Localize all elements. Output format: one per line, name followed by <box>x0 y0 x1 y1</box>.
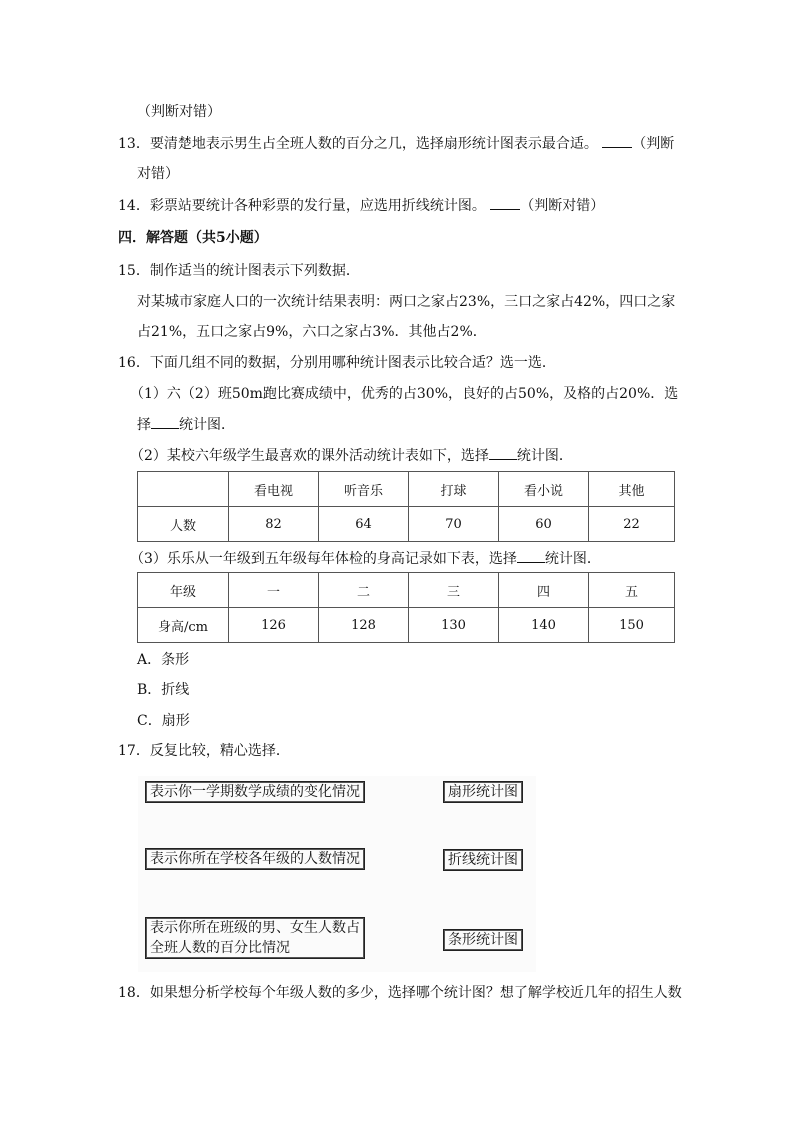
option-b[interactable]: B．折线 <box>137 682 190 698</box>
table-cell: 身高/cm <box>138 608 229 643</box>
match-right-2[interactable]: 折线统计图 <box>443 849 523 871</box>
q16-p2-post: 统计图． <box>516 448 573 464</box>
table-cell: 一 <box>229 573 319 608</box>
table-cell: 150 <box>589 608 675 643</box>
table-row <box>138 472 675 507</box>
match-left-3-line2: 全班人数的百分比情况 <box>150 940 290 956</box>
q18: 18．如果想分析学校每个年级人数的多少，选择哪个统计图？想了解学校近几年的招生人数 <box>118 985 682 1001</box>
table-cell: 128 <box>319 608 409 643</box>
table-cell: 看电视 <box>229 472 319 507</box>
table-cell: 126 <box>229 608 319 643</box>
match-left-1[interactable]: 表示你一学期数学成绩的变化情况 <box>145 781 365 803</box>
table-cell: 听音乐 <box>319 472 409 507</box>
table-cell: 60 <box>499 507 589 542</box>
q16-p1-line1: （1）六（2）班50m跑比赛成绩中，优秀的占30%，良好的占50%，及格的占20%．选 <box>130 386 679 402</box>
q16-p3-pre: （3）乐乐从一年级到五年级每年体检的身高记录如下表，选择 <box>130 551 517 567</box>
table-cell: 64 <box>319 507 409 542</box>
q14-answer-blank[interactable] <box>490 195 520 210</box>
table-cell <box>138 472 229 507</box>
match-right-1[interactable]: 扇形统计图 <box>443 781 523 803</box>
q14-suffix: （判断对错） <box>520 198 605 214</box>
q12-tail: （判断对错） <box>137 104 221 120</box>
table-cell: 82 <box>229 507 319 542</box>
table-row <box>138 608 675 643</box>
table-cell: 看小说 <box>499 472 589 507</box>
q15-line2: 占21%，五口之家占9%，六口之家占3%．其他占2%． <box>137 324 487 340</box>
q16-title: 16．下面几组不同的数据，分别用哪种统计图表示比较合适？选一选． <box>118 355 556 371</box>
q16-p1-answer-blank[interactable] <box>151 414 179 429</box>
table-cell: 22 <box>589 507 675 542</box>
q13-answer-blank[interactable] <box>602 133 632 148</box>
q14-text: 14．彩票站要统计各种彩票的发行量，应选用折线统计图。 <box>118 198 486 214</box>
height-table <box>137 572 675 643</box>
q14 <box>118 195 604 216</box>
table-cell: 70 <box>409 507 499 542</box>
q13-suffix: （判断 <box>632 136 675 152</box>
q13-line1 <box>118 133 674 154</box>
q17-title: 17．反复比较，精心选择． <box>118 743 290 759</box>
q16-p2 <box>130 445 573 466</box>
table-cell: 人数 <box>138 507 229 542</box>
q16-p3-post: 统计图． <box>544 551 601 567</box>
match-left-2[interactable]: 表示你所在学校各年级的人数情况 <box>145 848 365 870</box>
table-cell: 130 <box>409 608 499 643</box>
q16-p2-pre: （2）某校六年级学生最喜欢的课外活动统计表如下，选择 <box>130 448 489 464</box>
match-left-3-line1: 表示你所在班级的男、女生人数占 <box>150 920 360 936</box>
table-row <box>138 507 675 542</box>
table-cell: 三 <box>409 573 499 608</box>
q16-p3-answer-blank[interactable] <box>517 548 545 563</box>
table-cell: 五 <box>589 573 675 608</box>
option-a[interactable]: A．条形 <box>137 652 190 668</box>
table-cell: 四 <box>499 573 589 608</box>
q16-p1-post: 统计图． <box>179 417 235 433</box>
q15-line1: 对某城市家庭人口的一次统计结果表明：两口之家占23%，三口之家占42%，四口之家 <box>137 294 676 310</box>
option-c[interactable]: C．扇形 <box>137 713 190 729</box>
table-cell: 二 <box>319 573 409 608</box>
section-heading: 四．解答题（共5小题） <box>118 230 268 246</box>
q16-p1-pre: 择 <box>137 417 151 433</box>
table-cell: 140 <box>499 608 589 643</box>
q16-p1-line2 <box>137 414 235 435</box>
q16-p2-answer-blank[interactable] <box>489 445 517 460</box>
table-cell: 打球 <box>409 472 499 507</box>
activity-table <box>137 471 675 542</box>
q16-p3 <box>130 548 601 569</box>
table-cell: 其他 <box>589 472 675 507</box>
q13-text: 13．要清楚地表示男生占全班人数的百分之几，选择扇形统计图表示最合适。 <box>118 136 598 152</box>
table-cell: 年级 <box>138 573 229 608</box>
match-left-3[interactable] <box>145 917 365 959</box>
q13-line2: 对错） <box>137 166 179 182</box>
table-row <box>138 573 675 608</box>
match-right-3[interactable]: 条形统计图 <box>443 929 523 951</box>
q15-title: 15．制作适当的统计图表示下列数据． <box>118 263 360 279</box>
